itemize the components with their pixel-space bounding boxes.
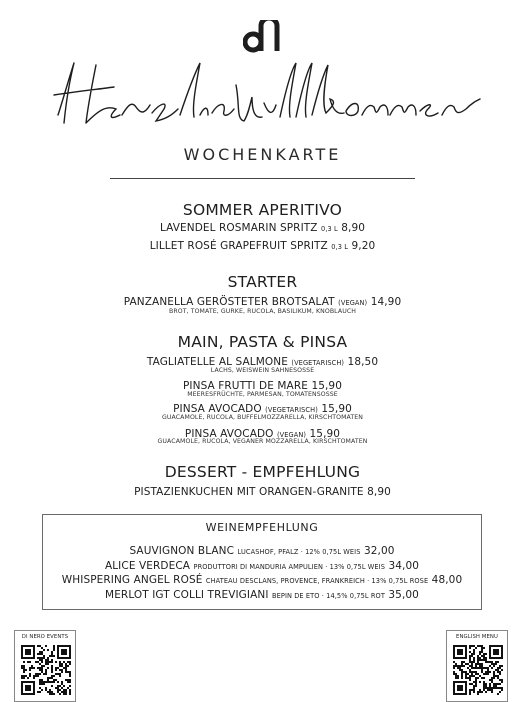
wine-price: 34,00 (388, 560, 420, 572)
wine-item (43, 574, 481, 586)
qr-box-events[interactable] (14, 630, 76, 702)
section-title-main: MAIN, PASTA & PINSA (177, 333, 348, 351)
item-volume: 0,3 L (331, 243, 349, 251)
item-description: LACHS, WEISWEIN SAHNESOSSE (210, 367, 315, 374)
qr-code-icon[interactable] (21, 645, 71, 695)
item-name: LAVENDEL ROSMARIN SPRITZ (159, 222, 318, 234)
wine-item (43, 545, 481, 557)
item-description: GUACAMOLE, RUCOLA, BUFFELMOZZARELLA, KIRSCHTOMATEN (162, 414, 363, 421)
wine-item (43, 560, 481, 572)
dn-logo-icon (243, 20, 281, 54)
script-title-graphic (40, 55, 485, 135)
item-name: PINSA AVOCADO (184, 428, 274, 440)
item-tag: (VEGAN) (276, 431, 307, 439)
wine-item (43, 589, 481, 601)
item-name: TAGLIATELLE AL SALMONE (146, 356, 288, 368)
item-price: 14,90 (370, 296, 402, 308)
item-description: GUACAMOLE, RUCOLA, VEGANER MOZZARELLA, KIRSCHTOMATEN (157, 438, 368, 445)
wine-price: 32,00 (363, 545, 395, 557)
wine-name: WHISPERING ANGEL ROSÉ (61, 574, 203, 586)
item-description: BROT, TOMATE, GURKE, RUCOLA, BASILIKUM, KNOBLAUCH (168, 308, 356, 315)
item-tag: (VEGETARISCH) (265, 406, 318, 414)
menu-item (0, 222, 525, 234)
item-price: 8,90 (341, 222, 366, 234)
wine-details: LUCASHOF, PFALZ · 12% 0,75L WEIS (237, 548, 361, 556)
item-name: PANZANELLA GERÖSTETER BROTSALAT (123, 296, 335, 308)
qr-code-icon[interactable] (453, 645, 503, 695)
divider (110, 178, 415, 179)
menu-item (0, 296, 525, 308)
wine-price: 35,00 (388, 589, 419, 601)
wine-name: ALICE VERDECA (104, 560, 191, 572)
section-title-aperitivo: SOMMER APERITIVO (182, 201, 343, 219)
menu-item (0, 240, 525, 252)
wine-recommendation-box (42, 514, 482, 610)
section-title-starter: STARTER (227, 273, 298, 291)
item-price: 8,90 (367, 486, 391, 498)
wine-name: MERLOT IGT COLLI TREVIGIANI (105, 589, 269, 601)
item-description: MEERESFRÜCHTE, PARMESAN, TOMATENSOSSE (187, 391, 338, 398)
wine-section-title: WEINEMPFEHLUNG (205, 521, 319, 534)
wine-price: 48,00 (431, 574, 463, 586)
menu-subtitle: WOCHENKARTE (183, 145, 342, 164)
wine-details: PRODUTTORI DI MANDURIA AMPULIEN · 13% 0,75L WEIS (193, 563, 386, 571)
qr-label: DI NERO EVENTS (21, 634, 69, 640)
section-title-dessert: DESSERT - EMPFEHLUNG (164, 463, 361, 481)
item-price: 15,90 (309, 428, 341, 440)
qr-label: ENGLISH MENU (456, 634, 498, 640)
wine-name: SAUVIGNON BLANC (129, 545, 235, 557)
item-price: 15,90 (321, 403, 352, 415)
wine-details: BEPIN DE ETO · 14,5% 0,75L ROT (272, 592, 385, 600)
item-name: PISTAZIENKUCHEN MIT ORANGEN-GRANITE (134, 486, 364, 498)
item-price: 9,20 (351, 240, 376, 252)
item-tag: (VEGAN) (338, 299, 368, 307)
item-name: PINSA FRUTTI DE MARE (182, 380, 308, 392)
item-name: LILLET ROSÉ GRAPEFRUIT SPRITZ (149, 240, 328, 252)
qr-box-english-menu[interactable] (446, 630, 508, 702)
item-name: PINSA AVOCADO (173, 403, 262, 415)
menu-item (0, 486, 525, 498)
wine-details: CHATEAU DESCLANS, PROVENCE, FRANKREICH · 13% 0,75L ROSE (205, 577, 429, 585)
item-volume: 0,3 L (321, 225, 338, 233)
item-price: 18,50 (347, 356, 379, 368)
item-tag: (VEGETARISCH) (291, 359, 345, 367)
item-price: 15,90 (311, 380, 342, 392)
